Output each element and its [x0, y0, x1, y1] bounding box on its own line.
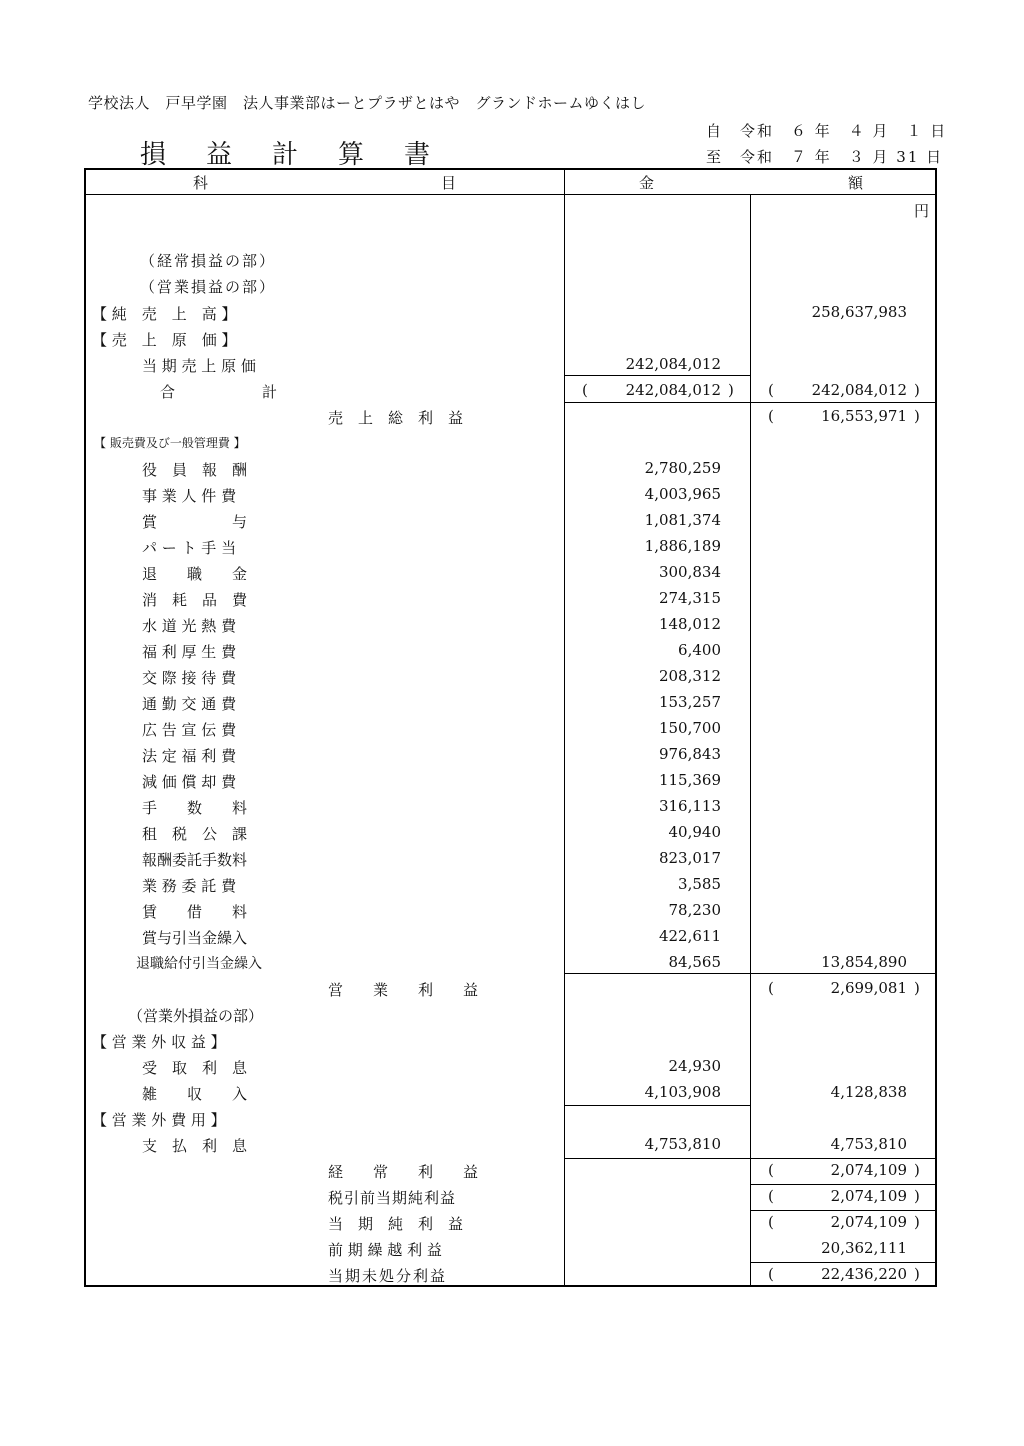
header-moku: 目 — [441, 174, 457, 192]
sga-item-amount: 316,113 — [658, 797, 721, 815]
sga-item-label: 水 道 光 熱 費 — [142, 617, 237, 635]
rule-nonop-expense — [564, 1158, 937, 1159]
sales-amount: 258,637,983 — [811, 303, 907, 321]
sga-item-label: 広 告 宣 伝 費 — [142, 721, 237, 739]
sga-item-label: 賞与引当金繰入 — [142, 929, 248, 947]
nonop-income-total: 4,128,838 — [830, 1083, 907, 1101]
nonop-expense-total: 4,753,810 — [830, 1135, 907, 1153]
sga-item-label: 賞 与 — [142, 513, 248, 531]
rule-sga-total — [564, 973, 937, 974]
header-gaku: 額 — [848, 174, 864, 192]
net-profit-amount: 2,074,109 — [830, 1213, 907, 1231]
sga-item-label: 交 際 接 待 費 — [142, 669, 237, 687]
sga-item-amount: 40,940 — [668, 823, 721, 841]
sga-item-amount: 153,257 — [658, 693, 721, 711]
sga-item-amount: 274,315 — [658, 589, 721, 607]
nonop-expense-item-amount: 4,753,810 — [644, 1135, 721, 1153]
sga-item-amount: 6,400 — [678, 641, 721, 659]
cost-total-left-close: ) — [728, 381, 734, 399]
gross-label: 売 上 総 利 益 — [328, 409, 464, 427]
section-eigyogai: （営業外損益の部） — [128, 1007, 264, 1025]
sales-label: 【 純 売 上 高 】 — [92, 305, 237, 323]
cost-item-label: 当 期 売 上 原 価 — [142, 357, 256, 375]
sga-label: 【 販売費及び一般管理費 】 — [94, 436, 246, 450]
rule-cost-total-bottom — [564, 402, 750, 403]
sga-item-label: 報酬委託手数料 — [142, 851, 248, 869]
sga-item-label: 法 定 福 利 費 — [142, 747, 237, 765]
sga-item-amount: 1,886,189 — [644, 537, 721, 555]
unit-yen: 円 — [914, 202, 930, 220]
operating-label: 営 業 利 益 — [328, 981, 479, 999]
sga-item-amount: 115,369 — [658, 771, 721, 789]
sga-item-label: 消 耗 品 費 — [142, 591, 248, 609]
cost-item-amount: 242,084,012 — [625, 355, 721, 373]
section-keijo: （経常損益の部） — [140, 252, 277, 270]
sga-item-label: 減 価 償 却 費 — [142, 773, 237, 791]
operating-amount: 2,699,081 — [830, 979, 907, 997]
ordinary-profit-amount: 2,074,109 — [830, 1161, 907, 1179]
cost-total-label-1: 合 — [160, 383, 176, 401]
pretax-profit-label: 税引前当期純利益 — [328, 1189, 457, 1207]
nonop-income-item-amount: 24,930 — [668, 1057, 721, 1075]
sga-item-label: 業 務 委 託 費 — [142, 877, 237, 895]
sga-item-label: パ ー ト 手 当 — [142, 539, 237, 557]
sga-item-label: 手 数 料 — [142, 799, 248, 817]
section-eigyo: （営業損益の部） — [140, 278, 277, 296]
sga-total: 13,854,890 — [821, 953, 907, 971]
sga-item-amount: 150,700 — [658, 719, 721, 737]
cost-total-left-open: ( — [582, 381, 588, 399]
cost-total-left-amount: 242,084,012 — [625, 381, 721, 399]
unappropriated-open: ( — [768, 1265, 774, 1283]
ordinary-profit-close: ) — [914, 1161, 920, 1179]
rule-nonop-income — [564, 1105, 750, 1106]
column-divider-total — [750, 194, 751, 1287]
unappropriated-close: ) — [914, 1265, 920, 1283]
sga-item-label: 事 業 人 件 費 — [142, 487, 237, 505]
nonop-expense-label: 【 営 業 外 費 用 】 — [92, 1111, 226, 1129]
carryover-label: 前 期 繰 越 利 益 — [328, 1241, 442, 1259]
period-to: 至 令和 ７ 年 ３ 月 31 日 — [706, 148, 944, 166]
pretax-profit-amount: 2,074,109 — [830, 1187, 907, 1205]
sga-item-amount: 300,834 — [658, 563, 721, 581]
sga-item-amount: 208,312 — [658, 667, 721, 685]
net-profit-close: ) — [914, 1213, 920, 1231]
operating-close: ) — [914, 979, 920, 997]
rule-ordinary — [750, 1184, 936, 1185]
unappropriated-label: 当期未処分利益 — [328, 1267, 448, 1285]
gross-amount: 16,553,971 — [821, 407, 907, 425]
sga-item-amount: 2,780,259 — [644, 459, 721, 477]
sga-item-label: 賃 借 料 — [142, 903, 248, 921]
nonop-income-item-amount: 4,103,908 — [644, 1083, 721, 1101]
document-title: 損益計算書 — [140, 140, 471, 170]
rule-gross — [750, 402, 936, 403]
sga-item-label: 退職給付引当金繰入 — [136, 956, 262, 972]
header-ka: 科 — [193, 174, 209, 192]
sga-item-amount: 78,230 — [668, 901, 721, 919]
cost-total-label-2: 計 — [262, 383, 278, 401]
gross-open: ( — [768, 407, 774, 425]
unappropriated-amount: 22,436,220 — [821, 1265, 907, 1283]
pretax-profit-open: ( — [768, 1187, 774, 1205]
sga-item-label: 租 税 公 課 — [142, 825, 248, 843]
organization-name: 学校法人 戸早学園 法人事業部はーとプラザとはや グランドホームゆくはし — [88, 94, 647, 112]
cost-total-right-open: ( — [768, 381, 774, 399]
sga-item-amount: 1,081,374 — [644, 511, 721, 529]
sga-item-amount: 4,003,965 — [644, 485, 721, 503]
nonop-income-item-label: 受 取 利 息 — [142, 1059, 248, 1077]
sga-item-amount: 84,565 — [668, 953, 721, 971]
sga-item-amount: 823,017 — [658, 849, 721, 867]
header-divider — [84, 194, 937, 195]
header-kin: 金 — [639, 174, 655, 192]
sga-item-label: 福 利 厚 生 費 — [142, 643, 237, 661]
sga-item-label: 退 職 金 — [142, 565, 248, 583]
rule-pretax — [750, 1210, 936, 1211]
net-profit-label: 当 期 純 利 益 — [328, 1215, 464, 1233]
sga-item-label: 通 勤 交 通 費 — [142, 695, 237, 713]
sga-item-amount: 148,012 — [658, 615, 721, 633]
nonop-income-item-label: 雑 収 入 — [142, 1085, 248, 1103]
sga-item-label: 役 員 報 酬 — [142, 461, 248, 479]
carryover-amount: 20,362,111 — [821, 1239, 907, 1257]
operating-open: ( — [768, 979, 774, 997]
cost-total-right-amount: 242,084,012 — [811, 381, 907, 399]
cost-total-right-close: ) — [914, 381, 920, 399]
pretax-profit-close: ) — [914, 1187, 920, 1205]
rule-cost-total — [564, 375, 750, 376]
sga-item-amount: 976,843 — [658, 745, 721, 763]
gross-close: ) — [914, 407, 920, 425]
cost-label: 【 売 上 原 価 】 — [92, 331, 237, 349]
rule-carryover — [750, 1262, 936, 1263]
nonop-expense-item-label: 支 払 利 息 — [142, 1137, 248, 1155]
period-from: 自 令和 ６ 年 ４ 月 １ 日 — [706, 122, 948, 140]
sga-item-amount: 3,585 — [678, 875, 721, 893]
sga-item-amount: 422,611 — [658, 927, 721, 945]
net-profit-open: ( — [768, 1213, 774, 1231]
ordinary-profit-label: 経 常 利 益 — [328, 1163, 479, 1181]
ordinary-profit-open: ( — [768, 1161, 774, 1179]
column-divider-amount — [564, 168, 565, 1287]
nonop-income-label: 【 営 業 外 収 益 】 — [92, 1033, 226, 1051]
